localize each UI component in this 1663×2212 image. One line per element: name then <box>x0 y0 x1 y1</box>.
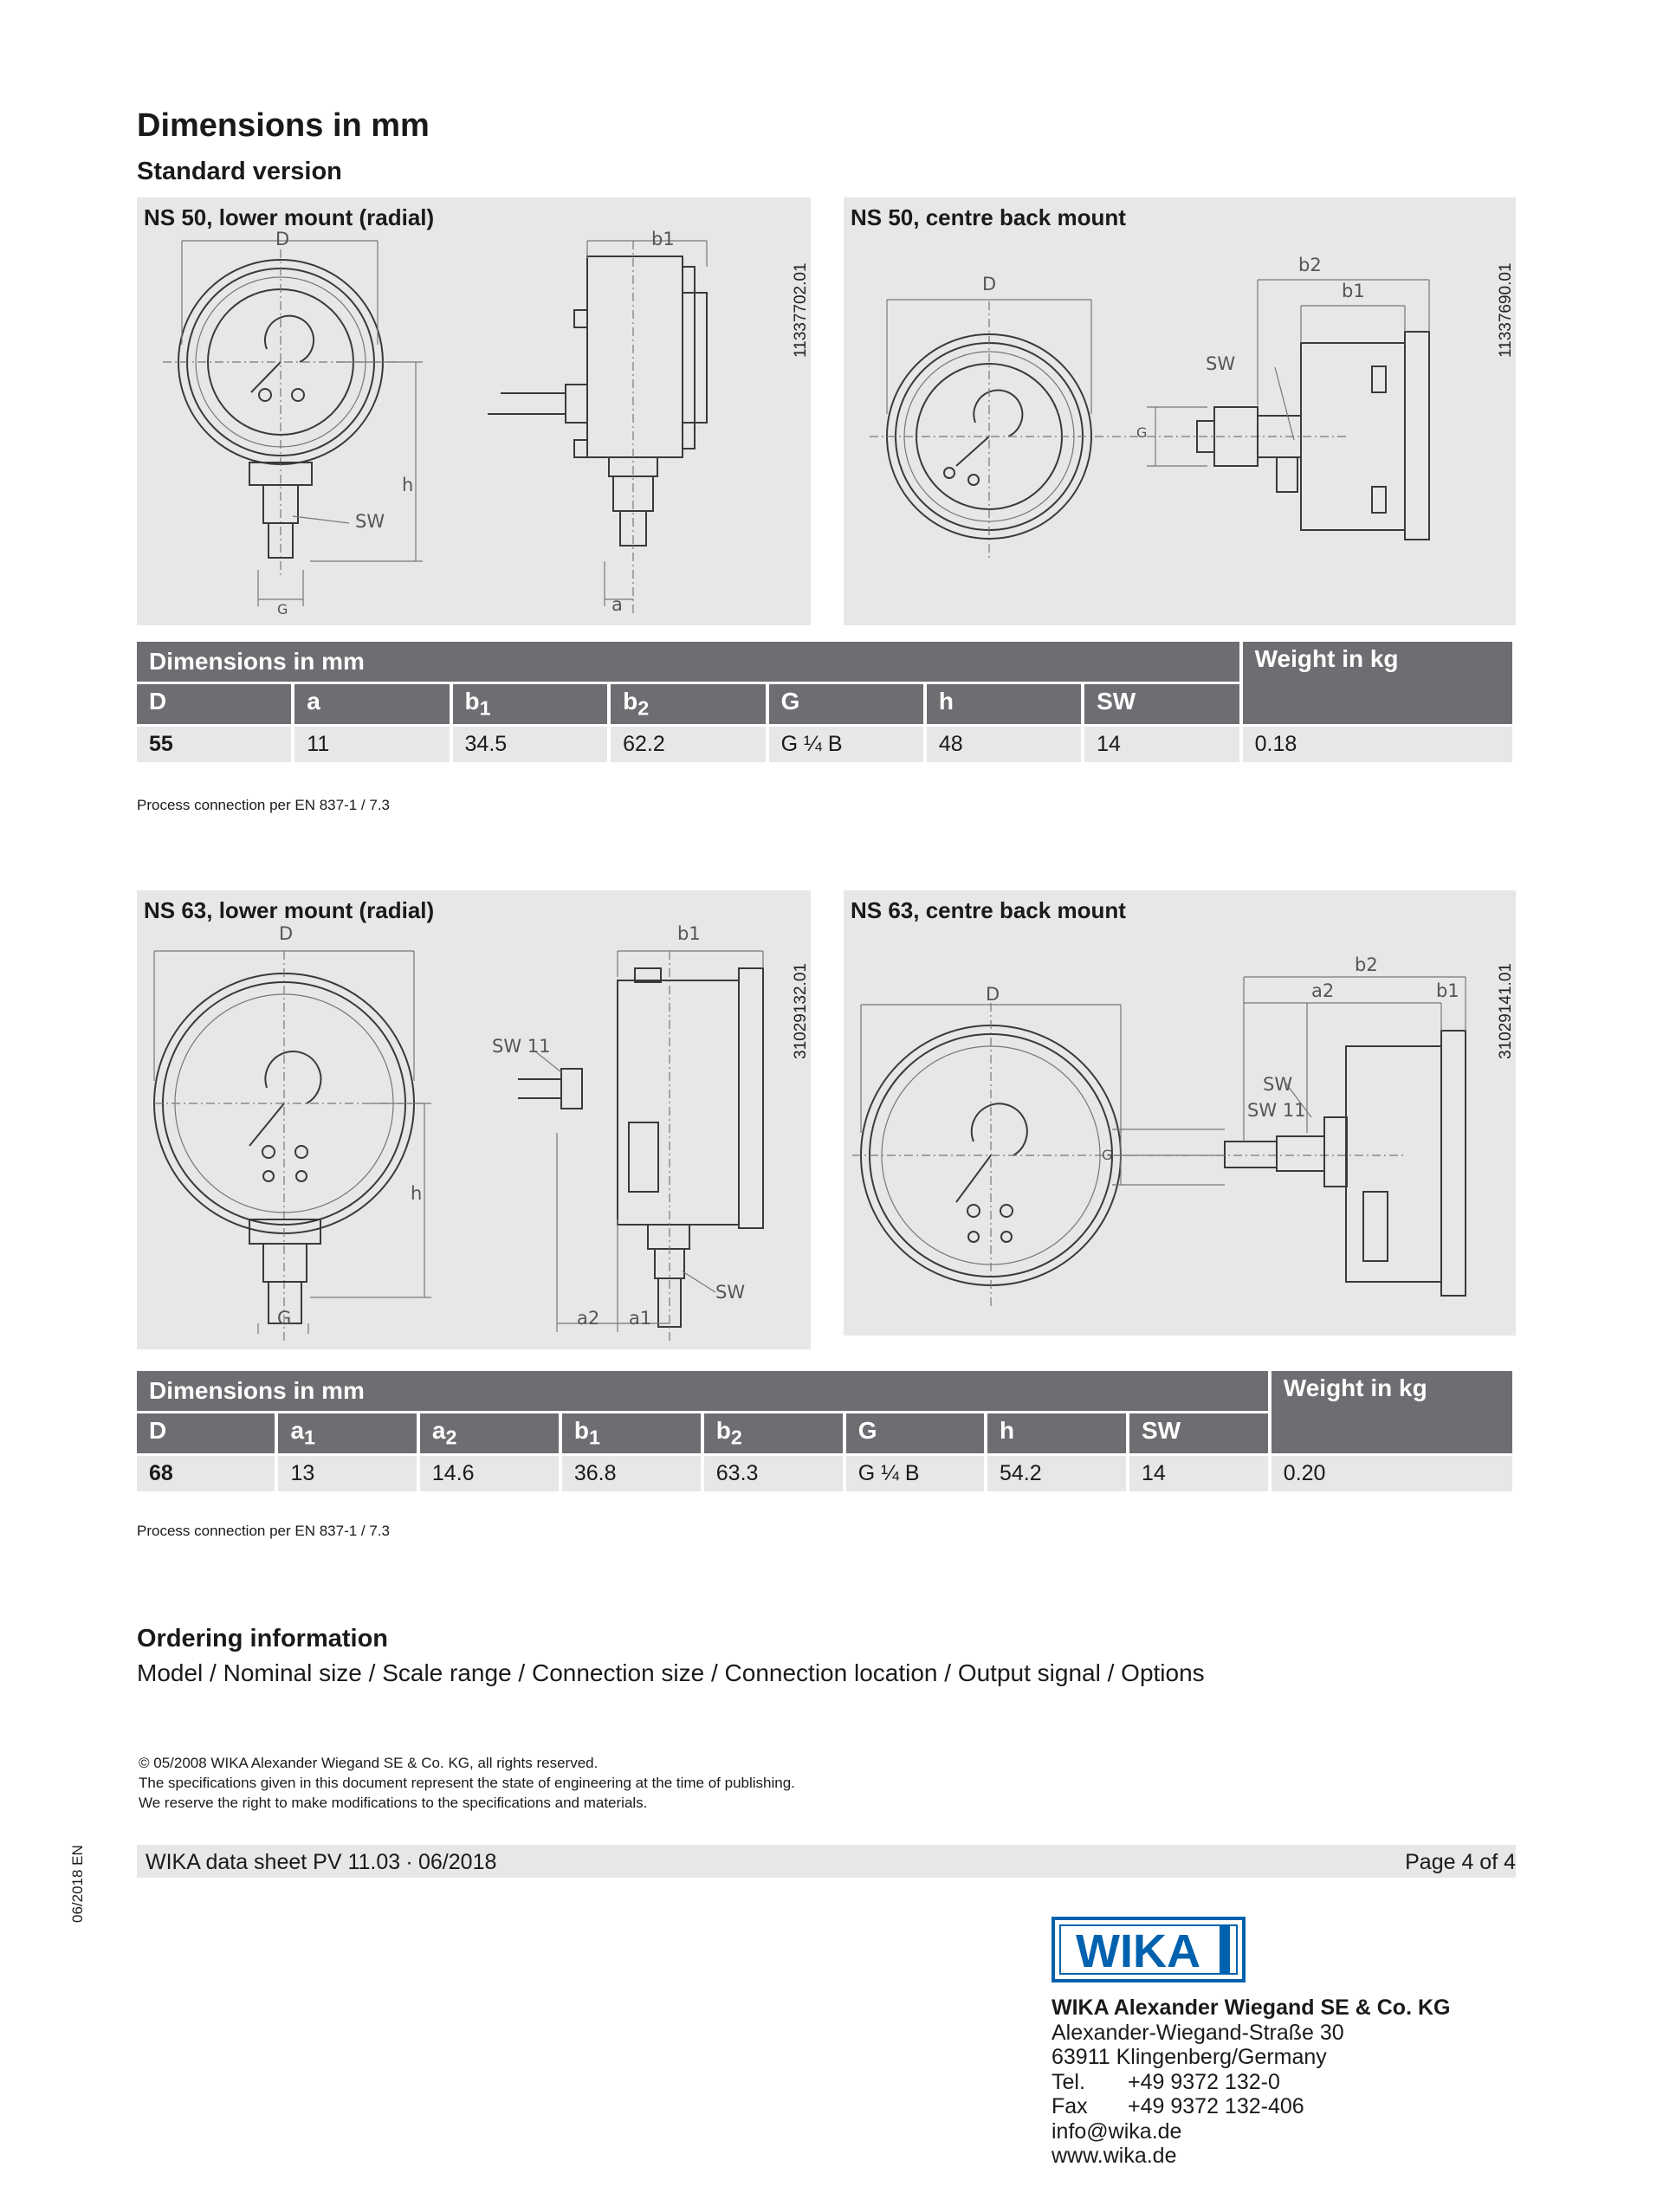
ns50-dimension-table <box>133 639 1516 765</box>
copyright-line: © 05/2008 WIKA Alexander Wiegand SE & Co. KG, all rights reserved. <box>139 1755 599 1771</box>
company-name: WIKA Alexander Wiegand SE & Co. KG <box>1052 1995 1451 2020</box>
dim-G: G <box>1102 1147 1113 1163</box>
drawing-ns63-lower-mount <box>137 890 811 1349</box>
dim-a: a <box>611 594 623 615</box>
col-header: G <box>846 1413 984 1453</box>
col-header: SW <box>1129 1413 1268 1453</box>
col-header: D <box>137 684 291 724</box>
svg-text:WIKA: WIKA <box>1076 1925 1200 1977</box>
company-street: Alexander-Wiegand-Straße 30 <box>1052 2020 1344 2045</box>
cell: 54.2 <box>987 1456 1126 1491</box>
dim-G: G <box>1136 424 1148 441</box>
datasheet-reference: WIKA data sheet PV 11.03 ∙ 06/2018 <box>146 1850 497 1874</box>
dim-b1: b1 <box>1342 281 1365 301</box>
ordering-title: Ordering information <box>137 1625 388 1653</box>
col-header: G <box>769 684 923 724</box>
cell: 48 <box>927 727 1081 762</box>
cell: 11 <box>294 727 449 762</box>
copyright-block <box>139 1753 795 1813</box>
weight-header: Weight in kg <box>1243 642 1512 724</box>
dim-SW: SW <box>1263 1074 1293 1095</box>
gauge-drawing <box>137 890 811 1349</box>
company-email[interactable]: info@wika.de <box>1052 2118 1182 2144</box>
drawing-title: NS 63, centre back mount <box>851 897 1126 923</box>
process-note: Process connection per EN 837-1 / 7.3 <box>137 1523 390 1539</box>
dim-D: D <box>279 923 294 944</box>
drawing-title: NS 50, lower mount (radial) <box>144 204 435 230</box>
dim-SW: SW <box>715 1282 746 1303</box>
col-header: SW <box>1084 684 1239 724</box>
dim-D: D <box>275 229 290 249</box>
table-row <box>137 1456 1512 1491</box>
company-website[interactable]: www.wika.de <box>1052 2144 1177 2168</box>
weight-cell: 0.18 <box>1243 727 1512 762</box>
dim-SW11: SW 11 <box>1247 1100 1306 1121</box>
dim-G: G <box>277 601 288 618</box>
cell: 63.3 <box>704 1456 843 1491</box>
company-fax: Fax +49 9372 132-406 <box>1052 2094 1304 2118</box>
wika-logo <box>1052 1917 1246 1982</box>
dim-a2: a2 <box>1311 980 1335 1001</box>
table-group-header: Dimensions in mm <box>137 642 1239 682</box>
cell: 34.5 <box>453 727 608 762</box>
col-header: a <box>294 684 449 724</box>
copyright-line: We reserve the right to make modifications to the specifications and materials. <box>139 1795 648 1811</box>
drawing-code: 31029132.01 <box>792 963 810 1059</box>
company-address <box>1052 1995 1450 2169</box>
dim-a1: a1 <box>629 1308 652 1329</box>
section-subtitle: Standard version <box>137 158 342 185</box>
col-header: $a_1$ <box>278 1413 416 1453</box>
dim-SW11: SW 11 <box>492 1036 551 1057</box>
col-header: $b_2$ <box>704 1413 843 1453</box>
drawing-code: 11337690.01 <box>1497 262 1515 358</box>
drawing-ns50-centre-back <box>844 197 1516 625</box>
process-note: Process connection per EN 837-1 / 7.3 <box>137 797 390 813</box>
company-tel: Tel. +49 9372 132-0 <box>1052 2069 1280 2094</box>
dim-h: h <box>402 475 414 495</box>
col-header: $a_2$ <box>420 1413 559 1453</box>
gauge-drawing <box>844 197 1516 625</box>
cell: G ¼ B <box>846 1456 984 1491</box>
dim-SW: SW <box>355 511 385 532</box>
cell: 68 <box>137 1456 275 1491</box>
drawing-ns63-centre-back <box>844 890 1516 1336</box>
cell: 14.6 <box>420 1456 559 1491</box>
col-header: $b_1$ <box>562 1413 701 1453</box>
cell: 62.2 <box>611 727 766 762</box>
gauge-drawing <box>844 890 1516 1336</box>
dim-D: D <box>986 984 1000 1005</box>
dim-b1: b1 <box>1436 980 1459 1001</box>
cell: 14 <box>1084 727 1239 762</box>
table-row <box>137 727 1512 762</box>
dim-b1: b1 <box>651 229 675 249</box>
ns63-dimension-table <box>133 1368 1516 1494</box>
drawing-title: NS 63, lower mount (radial) <box>144 897 435 923</box>
col-header: $b_1$ <box>453 684 608 724</box>
col-header: h <box>927 684 1081 724</box>
copyright-line: The specifications given in this document represent the state of engineering at the time of publishing. <box>139 1775 795 1791</box>
cell: 36.8 <box>562 1456 701 1491</box>
weight-cell: 0.20 <box>1272 1456 1512 1491</box>
dim-G: G <box>277 1308 292 1329</box>
cell: 13 <box>278 1456 416 1491</box>
page-number: Page 4 of 4 <box>1405 1850 1516 1874</box>
drawing-code: 31029141.01 <box>1497 963 1515 1059</box>
col-header: D <box>137 1413 275 1453</box>
col-header: h <box>987 1413 1126 1453</box>
dim-b2: b2 <box>1298 255 1322 275</box>
table-group-header: Dimensions in mm <box>137 1371 1268 1411</box>
col-header: $b_2$ <box>611 684 766 724</box>
drawing-title: NS 50, centre back mount <box>851 204 1126 230</box>
dim-a2: a2 <box>577 1308 600 1329</box>
dim-h: h <box>411 1183 423 1204</box>
drawing-ns50-lower-mount <box>137 197 811 625</box>
cell: 14 <box>1129 1456 1268 1491</box>
dim-b1: b1 <box>677 923 701 944</box>
ordering-text: Model / Nominal size / Scale range / Connection size / Connection location / Output signal / Options <box>137 1659 1205 1686</box>
side-date-code: 06/2018 EN <box>69 1845 86 1923</box>
company-city: 63911 Klingenberg/Germany <box>1052 2045 1327 2069</box>
dim-b2: b2 <box>1355 954 1378 975</box>
dim-D: D <box>982 274 997 294</box>
drawing-code: 11337702.01 <box>792 262 810 358</box>
weight-header: Weight in kg <box>1272 1371 1512 1453</box>
cell: 55 <box>137 727 291 762</box>
dim-SW: SW <box>1206 353 1236 374</box>
page-title: Dimensions in mm <box>137 107 430 144</box>
gauge-drawing <box>137 197 811 625</box>
cell: G ¼ B <box>769 727 923 762</box>
